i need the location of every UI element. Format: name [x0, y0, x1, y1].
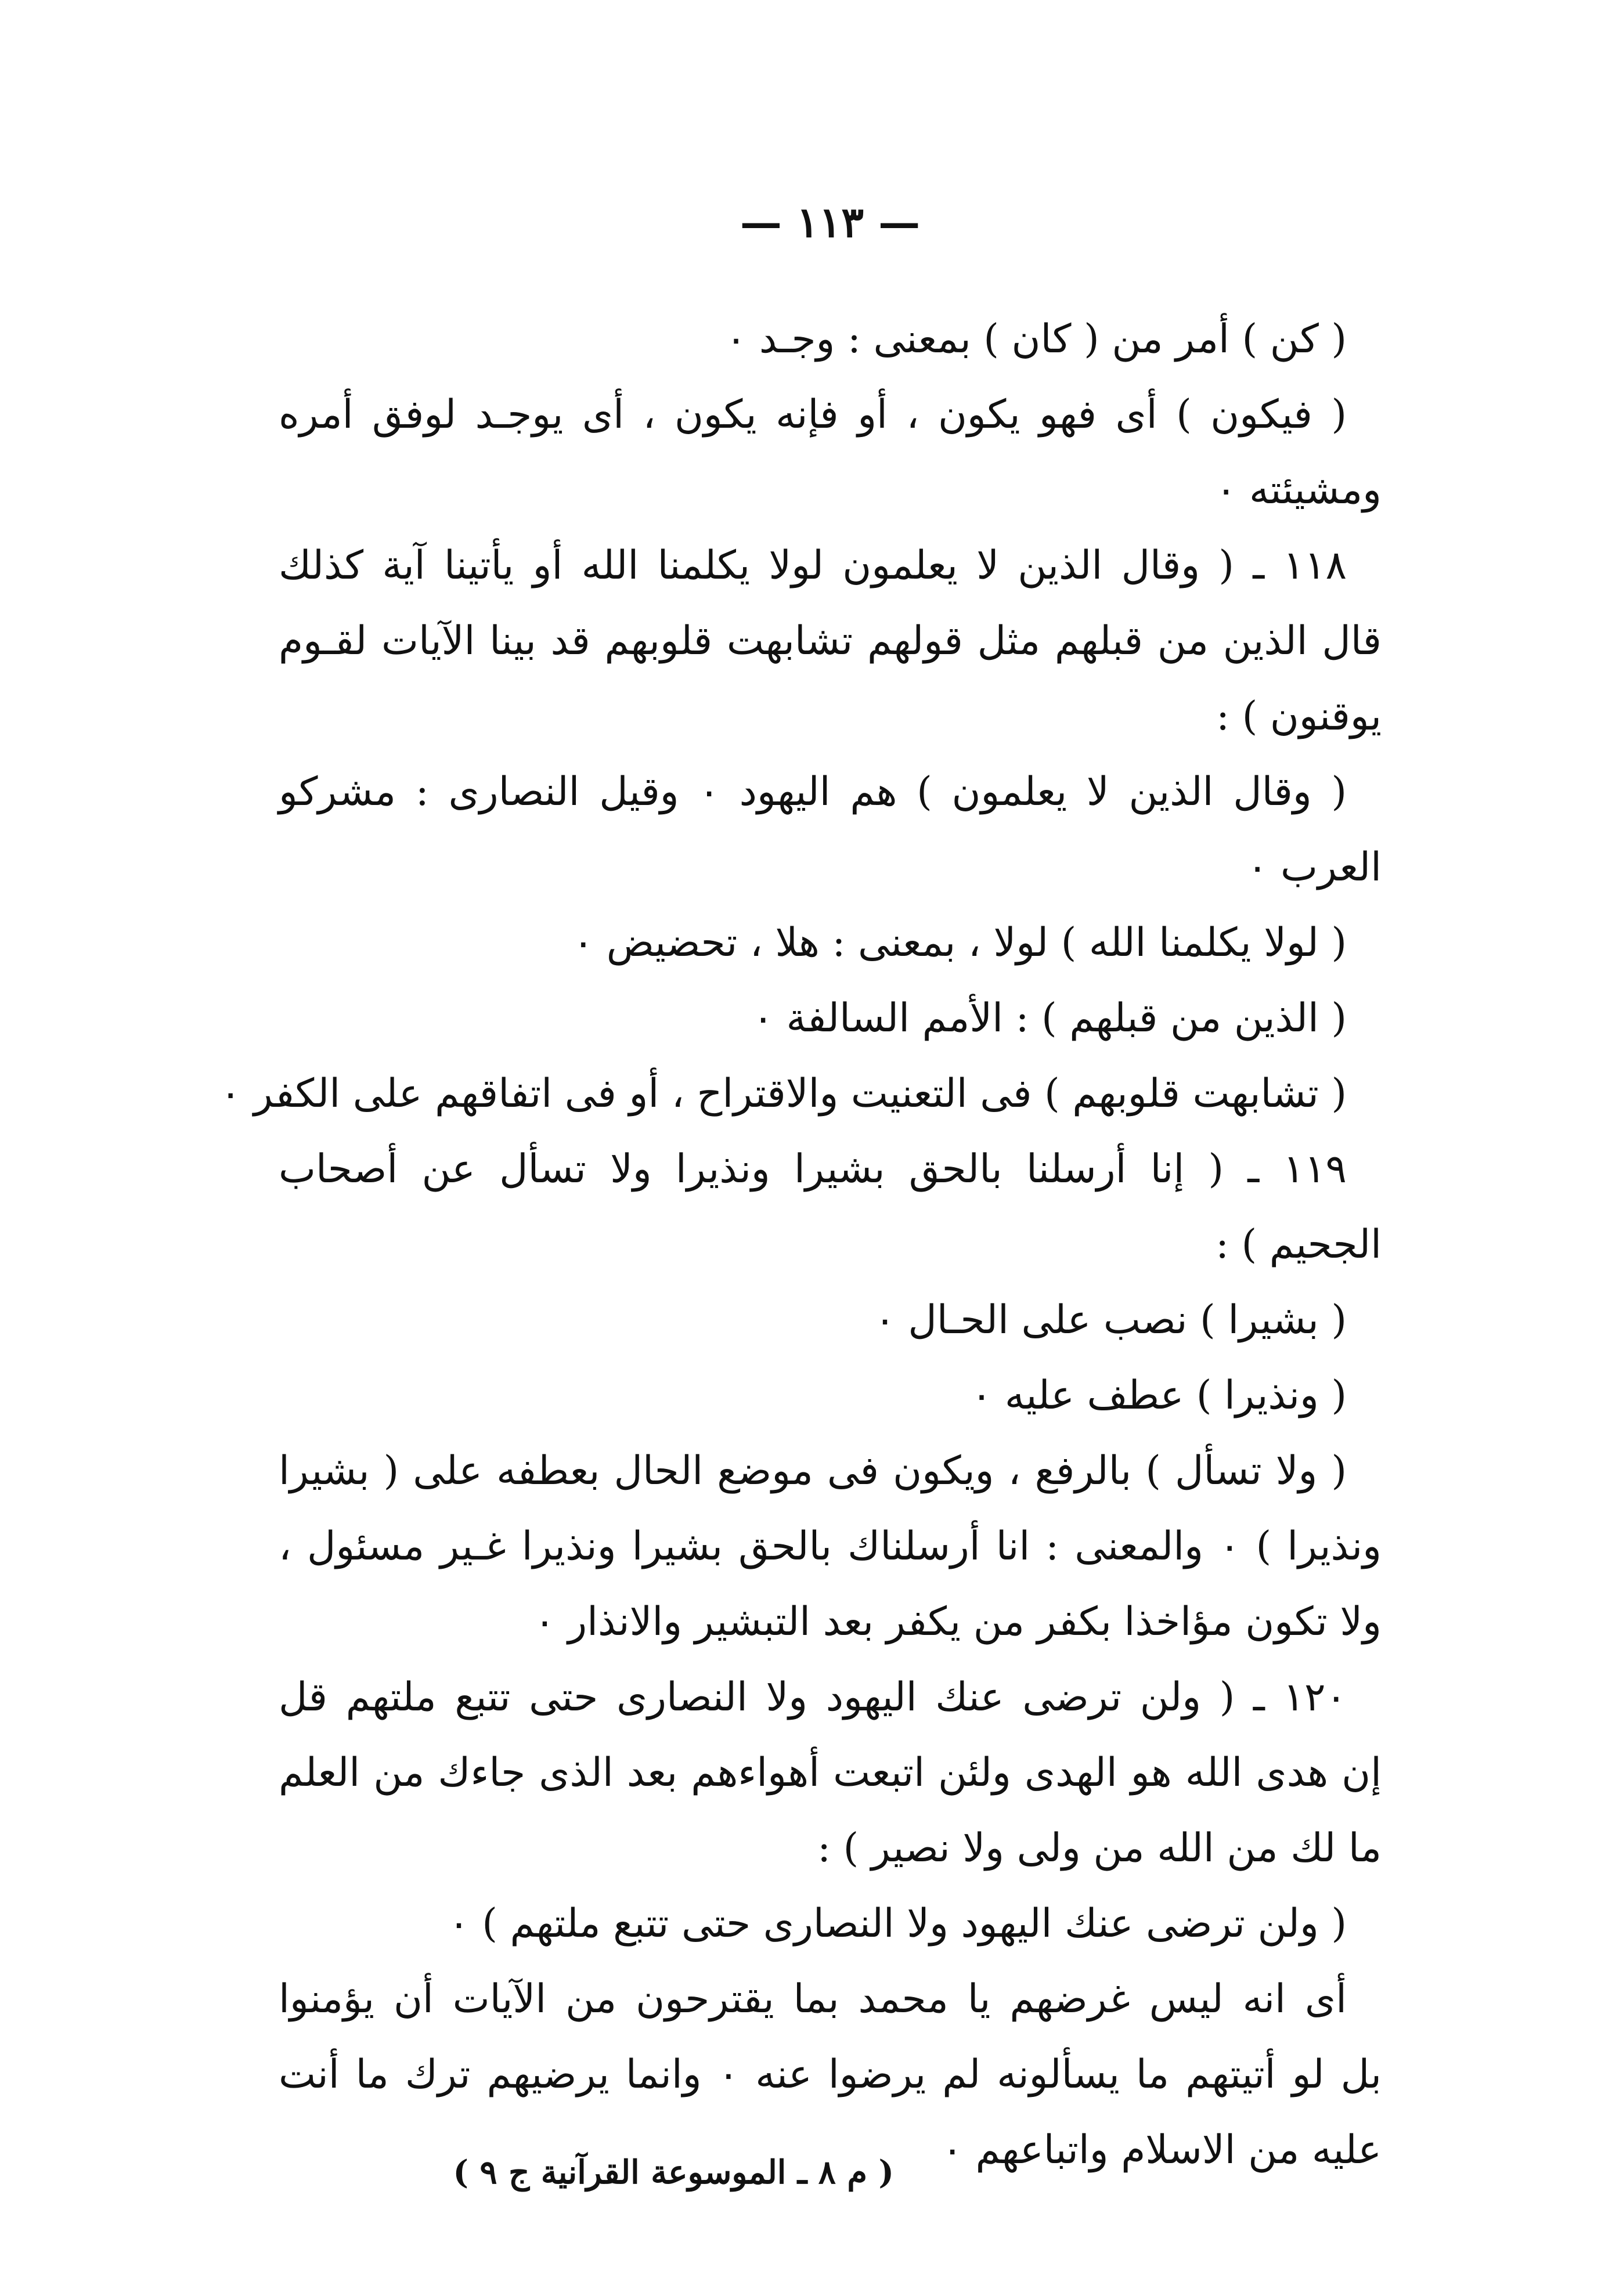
text-line: الجحيم ) :: [1216, 1222, 1382, 1268]
text-line: ١١٩ ـ ( إنا أرسلنا بالحق بشيرا ونذيرا ولا تسأل عن أصحاب: [279, 1146, 1347, 1192]
text-line: عليه من الاسلام واتباعهم ٠: [942, 2127, 1382, 2173]
body-text: [219, 302, 1382, 2188]
text-line: ( ونذيرا ) عطف عليه ٠: [971, 1373, 1347, 1418]
text-line: ( تشابهت قلوبهم ) فى التعنيت والاقتراح ، أو فى اتفاقهم على الكفر ٠: [219, 1071, 1347, 1117]
text-line: إن هدى الله هو الهدى ولئن اتبعت أهواءهم بعد الذى جاءك من العلم: [279, 1750, 1382, 1796]
text-line: ١٢٠ ـ ( ولن ترضى عنك اليهود ولا النصارى حتى تتبع ملتهم قل: [279, 1674, 1347, 1720]
text-line: ( لولا يكلمنا الله ) لولا ، بمعنى : هلا ، تحضيض ٠: [572, 920, 1347, 966]
text-line: ونذيرا ) ٠ والمعنى : انا أرسلناك بالحق بشيرا ونذيرا غـير مسئول ،: [279, 1524, 1382, 1569]
text-line: ( كن ) أمر من ( كان ) بمعنى : وجـد ٠: [725, 316, 1347, 362]
footer-note: ( م ٨ ـ الموسوعة القرآنية ج ٩ ): [453, 2153, 894, 2192]
text-line: ١١٨ ـ ( وقال الذين لا يعلمون لولا يكلمنا الله أو يأتينا آية كذلك: [279, 543, 1347, 589]
text-line: قال الذين من قبلهم مثل قولهم تشابهت قلوبهم قد بينا الآيات لقـوم: [279, 618, 1382, 664]
text-line: ( الذين من قبلهم ) : الأمم السالفة ٠: [752, 995, 1347, 1041]
text-line: بل لو أتيتهم ما يسألونه لم يرضوا عنه ٠ وانما يرضيهم ترك ما أنت: [279, 2052, 1382, 2098]
text-line: ولا تكون مؤاخذا بكفر من يكفر بعد التبشير والانذار ٠: [534, 1599, 1382, 1645]
text-line: ( وقال الذين لا يعلمون ) هم اليهود ٠ وقيل النصارى : مشركو: [279, 769, 1347, 815]
text-line: ( ولن ترضى عنك اليهود ولا النصارى حتى تتبع ملتهم ) ٠: [448, 1901, 1347, 1947]
text-line: ( فيكون ) أى فهو يكون ، أو فإنه يكون ، أى يوجـد لوفق أمره: [279, 392, 1347, 438]
text-line: ( ولا تسأل ) بالرفع ، ويكون فى موضع الحال بعطفه على ( بشيرا: [279, 1448, 1347, 1494]
text-line: ما لك من الله من ولى ولا نصير ) :: [817, 1825, 1382, 1871]
page-number: — ١١٣ —: [740, 197, 921, 247]
text-line: يوقنون ) :: [1216, 694, 1382, 739]
text-line: أى انه ليس غرضهم يا محمد بما يقترحون من الآيات أن يؤمنوا: [279, 1976, 1347, 2022]
text-line: ومشيئته ٠: [1215, 467, 1382, 513]
text-line: العرب ٠: [1246, 844, 1382, 890]
text-line: ( بشيرا ) نصب على الحـال ٠: [874, 1297, 1347, 1343]
